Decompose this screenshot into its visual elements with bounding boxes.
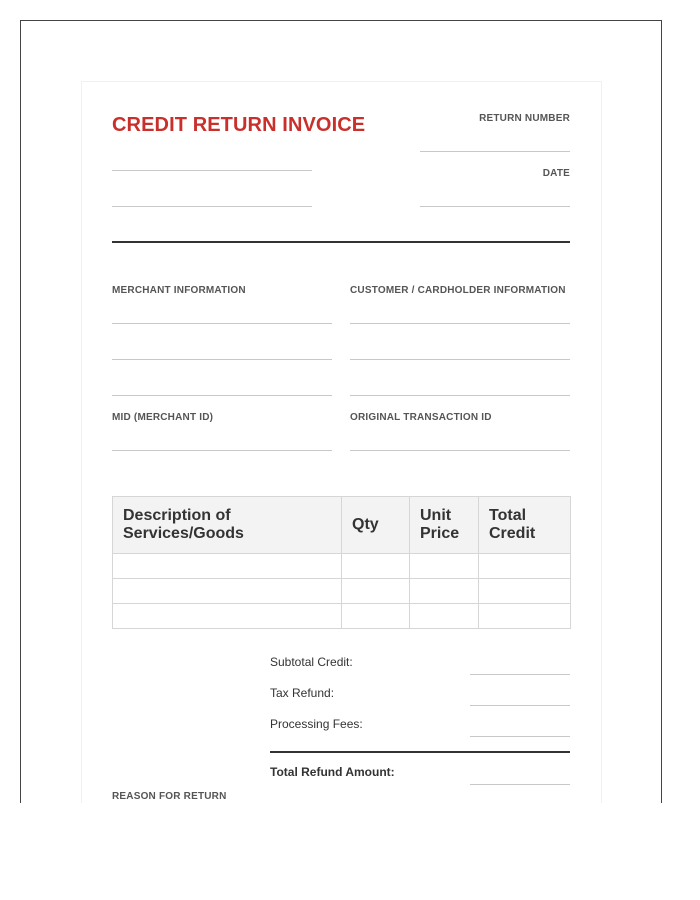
invoice-title: CREDIT RETURN INVOICE (112, 114, 366, 136)
subtotal-credit-label: Subtotal Credit: (270, 655, 353, 669)
total-refund-label: Total Refund Amount: (270, 765, 395, 779)
return-number-field[interactable] (420, 151, 570, 152)
table-cell[interactable] (342, 554, 410, 579)
mid-field[interactable] (112, 450, 332, 451)
return-number-label: RETURN NUMBER (479, 113, 570, 124)
customer-info-label: CUSTOMER / CARDHOLDER INFORMATION (350, 285, 566, 296)
column-header-description: Description of Services/Goods (113, 497, 342, 554)
header-field-line-2[interactable] (112, 206, 312, 207)
merchant-field-line-1[interactable] (112, 323, 332, 324)
date-field[interactable] (420, 206, 570, 207)
original-transaction-field[interactable] (350, 450, 570, 451)
reason-for-return-label: REASON FOR RETURN (112, 791, 227, 802)
merchant-field-line-3[interactable] (112, 395, 332, 396)
items-table (112, 496, 571, 629)
table-cell[interactable] (113, 554, 342, 579)
column-header-qty: Qty (342, 497, 410, 554)
table-cell[interactable] (342, 604, 410, 629)
subtotal-credit-field[interactable] (470, 674, 570, 675)
date-label: DATE (542, 168, 570, 179)
table-cell[interactable] (479, 604, 571, 629)
tax-refund-label: Tax Refund: (270, 686, 335, 700)
table-cell[interactable] (410, 604, 479, 629)
processing-fees-label: Processing Fees: (270, 717, 363, 731)
table-cell[interactable] (410, 579, 479, 604)
tax-refund-field[interactable] (470, 705, 570, 706)
original-transaction-label: ORIGINAL TRANSACTION ID (350, 412, 492, 423)
mid-label: MID (MERCHANT ID) (112, 412, 214, 423)
totals-divider (270, 751, 570, 753)
table-row (113, 604, 571, 629)
table-cell[interactable] (113, 579, 342, 604)
table-header-row (113, 497, 571, 554)
customer-field-line-2[interactable] (350, 359, 570, 360)
table-row (113, 554, 571, 579)
processing-fees-field[interactable] (470, 736, 570, 737)
merchant-info-label: MERCHANT INFORMATION (112, 285, 246, 296)
customer-field-line-3[interactable] (350, 395, 570, 396)
merchant-field-line-2[interactable] (112, 359, 332, 360)
column-header-unit-price: Unit Price (410, 497, 479, 554)
header-field-line-1[interactable] (112, 170, 312, 171)
invoice-sheet (81, 81, 602, 803)
table-cell[interactable] (479, 554, 571, 579)
table-cell[interactable] (479, 579, 571, 604)
table-cell[interactable] (113, 604, 342, 629)
header-divider (112, 241, 570, 243)
table-cell[interactable] (342, 579, 410, 604)
total-refund-field[interactable] (470, 784, 570, 785)
column-header-total-credit: Total Credit (479, 497, 571, 554)
table-row (113, 579, 571, 604)
table-cell[interactable] (410, 554, 479, 579)
customer-field-line-1[interactable] (350, 323, 570, 324)
